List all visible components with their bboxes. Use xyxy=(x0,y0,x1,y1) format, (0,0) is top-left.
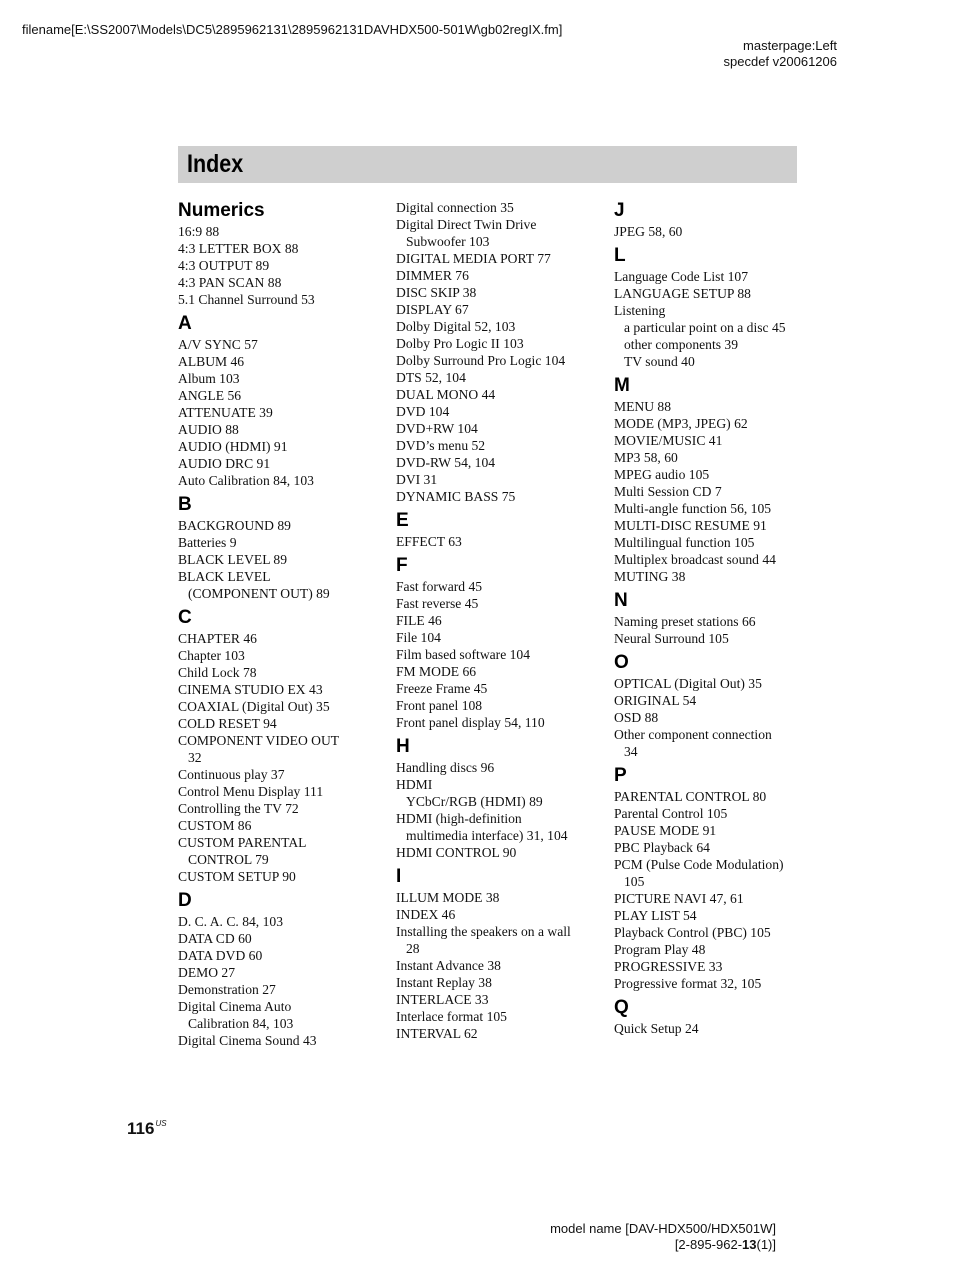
index-entry: DVD+RW 104 xyxy=(396,421,478,436)
index-entry: COAXIAL (Digital Out) 35 xyxy=(178,699,330,714)
index-entry: BLACK LEVEL 89 xyxy=(178,552,287,567)
index-entry: Language Code List 107 xyxy=(614,269,749,284)
index-entry: PCM (Pulse Code Modulation) xyxy=(614,857,784,872)
index-entry: Playback Control (PBC) 105 xyxy=(614,925,771,940)
index-section-heading: H xyxy=(396,736,410,757)
index-entry: Dolby Pro Logic II 103 xyxy=(396,336,524,351)
index-entry: Dolby Digital 52, 103 xyxy=(396,319,516,334)
index-entry: Multi-angle function 56, 105 xyxy=(614,501,772,516)
index-section-heading: I xyxy=(396,866,402,887)
index-entry: DVD 104 xyxy=(396,404,450,419)
index-entry: CUSTOM SETUP 90 xyxy=(178,869,296,884)
index-entry: OSD 88 xyxy=(614,710,659,725)
index-entry: MUTING 38 xyxy=(614,569,686,584)
index-entry: HDMI xyxy=(396,777,433,792)
index-entry: Control Menu Display 111 xyxy=(178,784,324,799)
index-entry: 4:3 PAN SCAN 88 xyxy=(178,275,282,290)
index-entry: Quick Setup 24 xyxy=(614,1021,699,1036)
index-subentry: 105 xyxy=(624,874,645,889)
index-entry: Auto Calibration 84, 103 xyxy=(178,473,314,488)
index-entry: CINEMA STUDIO EX 43 xyxy=(178,682,323,697)
footer-code-prefix: [2-895-962- xyxy=(674,1237,743,1252)
index-entry: MODE (MP3, JPEG) 62 xyxy=(614,416,748,431)
index-entry: BACKGROUND 89 xyxy=(178,518,291,533)
index-entry: ILLUM MODE 38 xyxy=(396,890,500,905)
index-entry: File 104 xyxy=(396,630,441,645)
index-entry: DIMMER 76 xyxy=(396,268,469,283)
index-entry: HDMI (high-definition xyxy=(396,811,522,826)
footer xyxy=(550,1221,776,1253)
index-subentry: TV sound 40 xyxy=(624,354,695,369)
index-entry: FILE 46 xyxy=(396,613,442,628)
footer-code xyxy=(550,1237,776,1253)
index-entry: EFFECT 63 xyxy=(396,534,462,549)
index-entry: DATA DVD 60 xyxy=(178,948,263,963)
page-number xyxy=(127,1113,167,1140)
index-entry: Front panel display 54, 110 xyxy=(396,715,545,730)
index-entry: PROGRESSIVE 33 xyxy=(614,959,723,974)
index-entry: Interlace format 105 xyxy=(396,1009,507,1024)
index-entry: Instant Advance 38 xyxy=(396,958,501,973)
index-entry: Controlling the TV 72 xyxy=(178,801,299,816)
index-entry: Fast reverse 45 xyxy=(396,596,479,611)
index-entry: 4:3 OUTPUT 89 xyxy=(178,258,270,273)
index-entry: DYNAMIC BASS 75 xyxy=(396,489,516,504)
index-entry: Batteries 9 xyxy=(178,535,237,550)
index-entry: Multiplex broadcast sound 44 xyxy=(614,552,776,567)
index-section-heading: F xyxy=(396,555,408,576)
index-entry: INTERVAL 62 xyxy=(396,1026,478,1041)
index-section-heading: Numerics xyxy=(178,200,265,221)
index-entry: MULTI-DISC RESUME 91 xyxy=(614,518,767,533)
index-entry: Instant Replay 38 xyxy=(396,975,492,990)
index-entry: AUDIO (HDMI) 91 xyxy=(178,439,288,454)
index-entry: Multilingual function 105 xyxy=(614,535,755,550)
index-section-heading: N xyxy=(614,590,628,611)
index-entry: DATA CD 60 xyxy=(178,931,252,946)
index-section-heading: P xyxy=(614,765,627,786)
index-entry: CUSTOM PARENTAL xyxy=(178,835,307,850)
index-entry: AUDIO DRC 91 xyxy=(178,456,271,471)
index-entry: ORIGINAL 54 xyxy=(614,693,697,708)
index-column-1 xyxy=(178,199,378,1049)
index-entry: 5.1 Channel Surround 53 xyxy=(178,292,315,307)
index-entry: Digital Direct Twin Drive xyxy=(396,217,537,232)
index-column-3 xyxy=(614,199,804,1037)
index-entry: MOVIE/MUSIC 41 xyxy=(614,433,723,448)
index-section-heading: D xyxy=(178,890,192,911)
index-entry: PBC Playback 64 xyxy=(614,840,710,855)
index-entry: DTS 52, 104 xyxy=(396,370,466,385)
index-subentry: 34 xyxy=(624,744,638,759)
index-entry: PAUSE MODE 91 xyxy=(614,823,717,838)
index-entry: Other component connection xyxy=(614,727,772,742)
index-entry: Installing the speakers on a wall xyxy=(396,924,571,939)
index-subentry: Calibration 84, 103 xyxy=(188,1016,294,1031)
index-entry: 16:9 88 xyxy=(178,224,220,239)
header-filename: filename[E:\SS2007\Models\DC5\2895962131\2895962131DAVHDX500-501W\gb02regIX.fm] xyxy=(22,22,563,37)
index-entry: Freeze Frame 45 xyxy=(396,681,488,696)
index-section-heading: Q xyxy=(614,997,629,1018)
index-entry: Child Lock 78 xyxy=(178,665,257,680)
index-entry: DUAL MONO 44 xyxy=(396,387,496,402)
header-specdef: specdef v20061206 xyxy=(723,54,837,69)
index-entry: MENU 88 xyxy=(614,399,672,414)
index-entry: AUDIO 88 xyxy=(178,422,239,437)
index-entry: Progressive format 32, 105 xyxy=(614,976,762,991)
index-entry: A/V SYNC 57 xyxy=(178,337,258,352)
index-entry: PLAY LIST 54 xyxy=(614,908,697,923)
index-entry: PARENTAL CONTROL 80 xyxy=(614,789,767,804)
index-section-heading: J xyxy=(614,200,625,221)
index-subentry: a particular point on a disc 45 xyxy=(624,320,786,335)
footer-model: model name [DAV-HDX500/HDX501W] xyxy=(550,1221,776,1236)
index-entry: BLACK LEVEL xyxy=(178,569,271,584)
index-entry: DISC SKIP 38 xyxy=(396,285,477,300)
index-entry: Demonstration 27 xyxy=(178,982,276,997)
index-column-2 xyxy=(396,199,596,1042)
index-subentry: (COMPONENT OUT) 89 xyxy=(188,586,330,601)
index-entry: FM MODE 66 xyxy=(396,664,477,679)
index-entry: Film based software 104 xyxy=(396,647,531,662)
index-entry: COLD RESET 94 xyxy=(178,716,277,731)
index-entry: DISPLAY 67 xyxy=(396,302,469,317)
index-subentry: other components 39 xyxy=(624,337,739,352)
index-entry: CUSTOM 86 xyxy=(178,818,252,833)
index-entry: COMPONENT VIDEO OUT xyxy=(178,733,340,748)
index-subentry: 32 xyxy=(188,750,202,765)
index-entry: Multi Session CD 7 xyxy=(614,484,722,499)
index-entry: INTERLACE 33 xyxy=(396,992,489,1007)
index-entry: Chapter 103 xyxy=(178,648,245,663)
index-subentry: 28 xyxy=(406,941,420,956)
index-entry: D. C. A. C. 84, 103 xyxy=(178,914,283,929)
index-entry: DVI 31 xyxy=(396,472,438,487)
index-entry: MP3 58, 60 xyxy=(614,450,678,465)
index-entry: OPTICAL (Digital Out) 35 xyxy=(614,676,762,691)
index-entry: Front panel 108 xyxy=(396,698,483,713)
index-section-heading: C xyxy=(178,607,192,628)
index-entry: MPEG audio 105 xyxy=(614,467,710,482)
index-entry: Digital Cinema Sound 43 xyxy=(178,1033,317,1048)
index-entry: DVD-RW 54, 104 xyxy=(396,455,496,470)
header-masterpage-block xyxy=(724,38,837,70)
index-entry: Listening xyxy=(614,303,666,318)
footer-code-suffix: (1)] xyxy=(756,1237,776,1252)
index-entry: INDEX 46 xyxy=(396,907,456,922)
index-section-heading: O xyxy=(614,652,629,673)
index-entry: ANGLE 56 xyxy=(178,388,242,403)
index-entry: Neural Surround 105 xyxy=(614,631,729,646)
index-entry: HDMI CONTROL 90 xyxy=(396,845,517,860)
title-band xyxy=(178,146,797,183)
index-entry: JPEG 58, 60 xyxy=(614,224,683,239)
index-entry: Dolby Surround Pro Logic 104 xyxy=(396,353,566,368)
index-entry: DEMO 27 xyxy=(178,965,236,980)
index-section-heading: M xyxy=(614,375,630,396)
index-section-heading: L xyxy=(614,245,626,266)
page-number-suffix: US xyxy=(155,1119,167,1128)
index-entry: Handling discs 96 xyxy=(396,760,495,775)
footer-code-bold: 13 xyxy=(742,1237,757,1252)
page-title: Index xyxy=(187,150,244,178)
index-entry: PICTURE NAVI 47, 61 xyxy=(614,891,744,906)
index-entry: DVD’s menu 52 xyxy=(396,438,486,453)
index-section-heading: A xyxy=(178,313,192,334)
index-entry: Continuous play 37 xyxy=(178,767,285,782)
index-entry: Digital Cinema Auto xyxy=(178,999,292,1014)
index-entry: Naming preset stations 66 xyxy=(614,614,756,629)
index-entry: 4:3 LETTER BOX 88 xyxy=(178,241,299,256)
index-section-heading: E xyxy=(396,510,409,531)
page-number-value: 116 xyxy=(127,1119,155,1138)
index-subentry: CONTROL 79 xyxy=(188,852,269,867)
index-subentry: multimedia interface) 31, 104 xyxy=(406,828,568,843)
index-entry: LANGUAGE SETUP 88 xyxy=(614,286,751,301)
index-entry: Digital connection 35 xyxy=(396,200,514,215)
index-section-heading: B xyxy=(178,494,192,515)
header-masterpage: masterpage:Left xyxy=(743,38,837,53)
index-entry: Program Play 48 xyxy=(614,942,706,957)
index-entry: ATTENUATE 39 xyxy=(178,405,273,420)
index-subentry: YCbCr/RGB (HDMI) 89 xyxy=(406,794,543,809)
index-entry: Album 103 xyxy=(178,371,240,386)
index-entry: Parental Control 105 xyxy=(614,806,728,821)
index-entry: ALBUM 46 xyxy=(178,354,245,369)
index-subentry: Subwoofer 103 xyxy=(406,234,490,249)
index-entry: Fast forward 45 xyxy=(396,579,483,594)
index-entry: CHAPTER 46 xyxy=(178,631,257,646)
index-entry: DIGITAL MEDIA PORT 77 xyxy=(396,251,551,266)
